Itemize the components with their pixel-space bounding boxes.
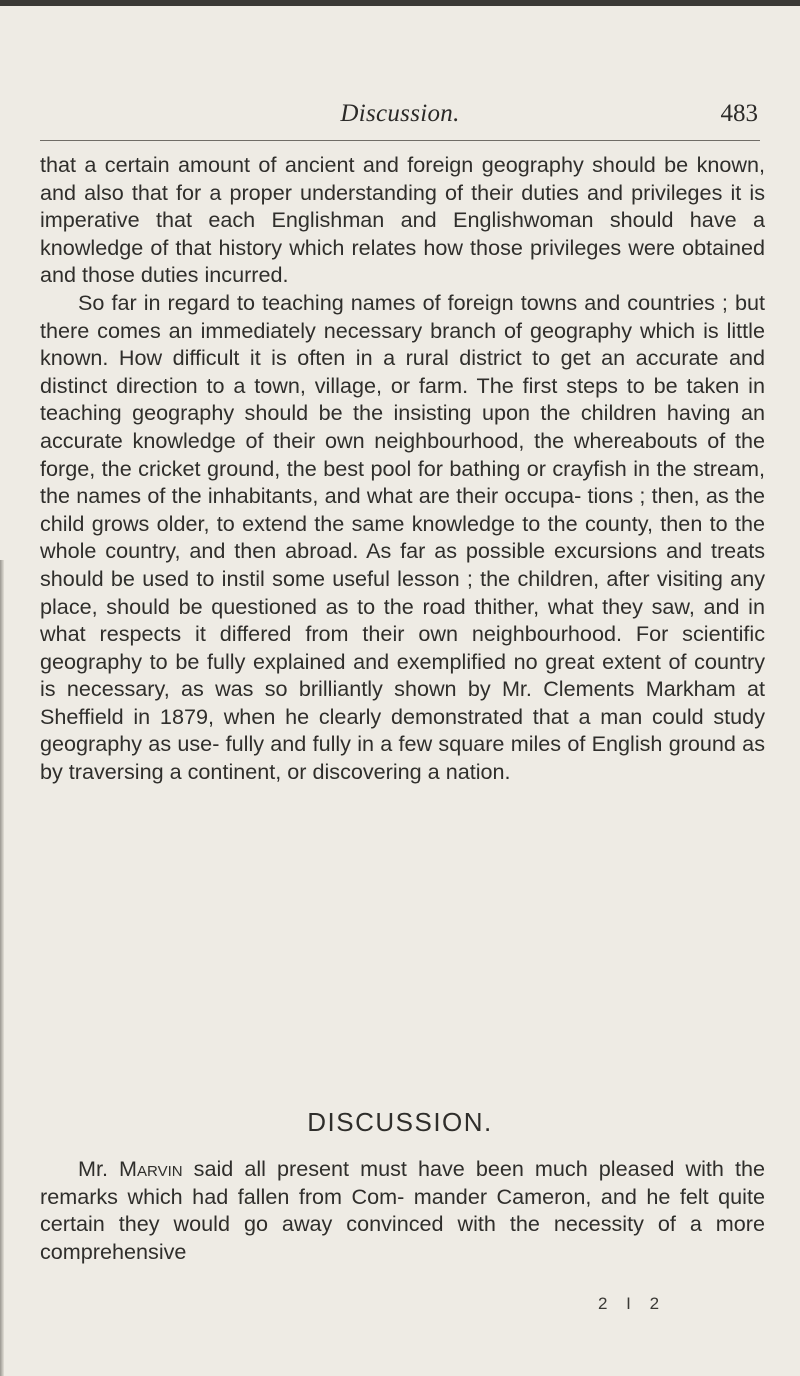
running-head: Discussion. [340,100,460,127]
binding-shadow [0,560,4,1376]
header-rule [40,140,760,141]
body-text [40,151,765,786]
signature-mark: 2 I 2 [598,1294,667,1313]
discussion-text: said all present must have been much pleased with the remarks which had fallen from Com- mander Cameron, and he felt quite certain they would go away convinced with the necessity of a more comprehensive [40,1156,765,1264]
top-border-rule [0,0,800,6]
page-header [40,100,760,136]
speaker-prefix: Mr. [78,1156,120,1181]
section-heading-discussion: DISCUSSION. [307,1107,493,1137]
speaker-name: Marvin [119,1156,183,1181]
paragraph-continuation: that a certain amount of ancient and foreign geography should be known, and also that for a proper understanding of their duties and privileges it is imperative that each Englishman and Englishwoman should have a knowledge of that history which relates how those privileges were obtained and those duties incurred. [40,152,765,288]
discussion-paragraph [40,1155,765,1265]
page-number: 483 [720,100,758,127]
paragraph-local-geography: So far in regard to teaching names of foreign towns and countries ; but there comes an immediately necessary branch of geography which is little known. How difficult it is often in a rural district to get an accurate and distinct direction to a town, village, or farm. The first steps to be taken in teaching geography should be the insisting upon the children having an accurate knowledge of their own neighbourhood, the whereabouts of the forge, the cricket ground, the best pool for bathing or crayfish in the stream, the names of the inhabitants, and what are their occupa- tions ; then, as the child grows older, to extend the same knowledge to the county, then to the whole country, and then abroad. As far as possible excursions and treats should be used to instil some useful lesson ; the children, after visiting any place, should be questioned as to the road thither, what they saw, and in what respects it differed from their own neighbourhood. For scientific geography to be fully explained and exemplified no great extent of country is necessary, as was so brilliantly shown by Mr. Clements Markham at Sheffield in 1879, when he clearly demonstrated that a man could study geography as use- fully and fully in a few square miles of English ground as by traversing a continent, or discovering a nation. [40,289,765,785]
